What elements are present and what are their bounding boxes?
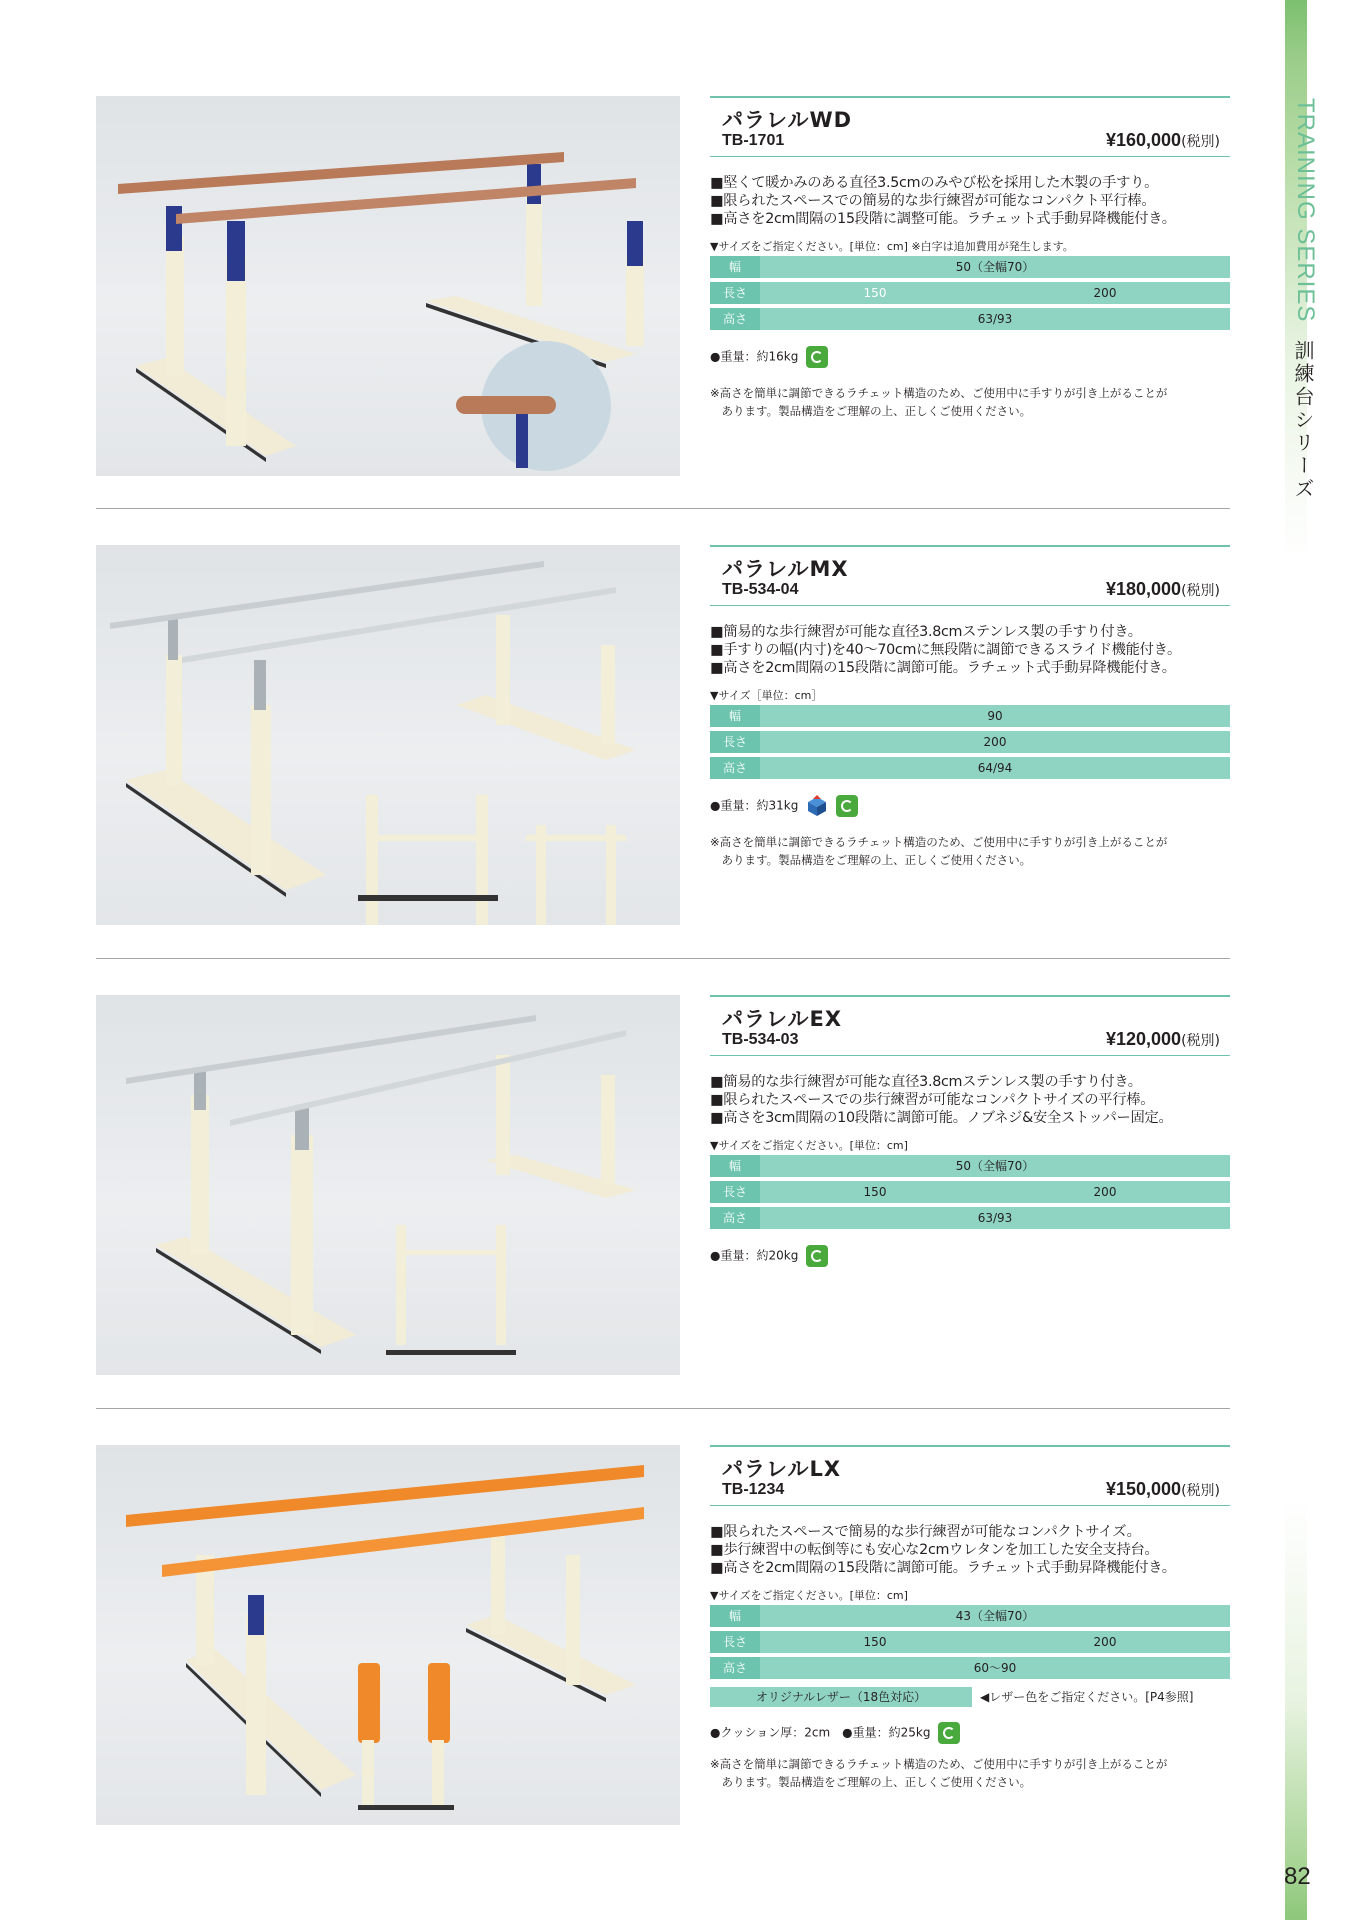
product-price: ¥150,000(税別) — [1105, 1479, 1220, 1499]
size-row-length: 長さ 150 200 — [710, 1181, 1230, 1203]
caution-line-1: ※高さを簡単に調節できるラチェット構造のため、ご使用中に手すりが引き上がることが — [710, 835, 1168, 849]
caution-line-2: あります。製品構造をご理解の上、正しくご使用ください。 — [710, 853, 1032, 867]
product-photo-lx — [96, 1445, 680, 1825]
quality-mark-icon — [806, 346, 828, 368]
feature-2: ■限られたスペースでの歩行練習が可能なコンパクトサイズの平行棒。 — [710, 1092, 1155, 1108]
size-note: ▼サイズ［単位：cm］ — [710, 689, 823, 702]
product-price: ¥160,000(税別) — [1105, 130, 1220, 150]
size-row-length: 長さ 200 — [710, 731, 1230, 753]
caution-line-2: あります。製品構造をご理解の上、正しくご使用ください。 — [710, 1775, 1032, 1789]
weight-line: ●重量：約16kg — [710, 346, 828, 368]
leather-note: ◀レザー色をご指定ください。[P4参照] — [980, 1690, 1194, 1704]
size-row-width: 幅 90 — [710, 705, 1230, 727]
series-title-jp: 訓練台シリーズ — [1291, 340, 1315, 501]
section-divider — [96, 958, 1230, 959]
caution-line-2: あります。製品構造をご理解の上、正しくご使用ください。 — [710, 404, 1032, 418]
title-rule — [710, 96, 1230, 98]
product-code: TB-1234 — [722, 1481, 785, 1498]
product-price: ¥180,000(税別) — [1105, 579, 1220, 599]
size-row-height: 高さ 60～90 — [710, 1657, 1230, 1679]
leather-option: オリジナルレザー（18色対応） — [710, 1687, 972, 1707]
caution-line-1: ※高さを簡単に調節できるラチェット構造のため、ご使用中に手すりが引き上がることが — [710, 386, 1168, 400]
feature-2: ■歩行練習中の転倒等にも安心な2cmウレタンを加工した安全支持台。 — [710, 1542, 1159, 1558]
section-divider — [96, 1408, 1230, 1409]
feature-3: ■高さを3cm間隔の10段階に調節可能。ノブネジ&安全ストッパー固定。 — [710, 1110, 1173, 1126]
feature-2: ■限られたスペースでの簡易的な歩行練習が可能なコンパクト平行棒。 — [710, 193, 1156, 209]
product-ex — [96, 995, 1230, 1375]
product-name: パラレルEX — [722, 1007, 843, 1031]
title-rule-bottom — [710, 156, 1230, 157]
section-divider — [96, 508, 1230, 509]
quality-mark-icon — [836, 795, 858, 817]
product-photo-ex — [96, 995, 680, 1375]
feature-1: ■簡易的な歩行練習が可能な直径3.8cmステンレス製の手すり付き。 — [710, 624, 1142, 640]
feature-1: ■限られたスペースで簡易的な歩行練習が可能なコンパクトサイズ。 — [710, 1524, 1141, 1540]
size-row-length: 長さ 150 200 — [710, 282, 1230, 304]
weight-line: ●クッション厚：2cm ●重量：約25kg — [710, 1722, 960, 1744]
parallel-bar-stainless-illustration — [96, 545, 680, 925]
weight-line: ●重量：約20kg — [710, 1245, 828, 1267]
series-title-en: TRAINING SERIES — [1292, 98, 1319, 323]
product-lx — [96, 1445, 1230, 1825]
feature-3: ■高さを2cm間隔の15段階に調整可能。ラチェット式手動昇降機能付き。 — [710, 211, 1176, 227]
quality-mark-icon — [806, 1245, 828, 1267]
size-row-height: 高さ 63/93 — [710, 1207, 1230, 1229]
product-photo-wd — [96, 96, 680, 476]
product-mx — [96, 545, 1230, 925]
size-row-height: 高さ 64/94 — [710, 757, 1230, 779]
parallel-bar-ex-illustration — [96, 995, 680, 1375]
size-note: ▼サイズをご指定ください。[単位：cm] — [710, 1139, 908, 1152]
shipping-cube-icon — [806, 795, 828, 817]
product-code: TB-1701 — [722, 132, 785, 149]
feature-1: ■簡易的な歩行練習が可能な直径3.8cmステンレス製の手すり付き。 — [710, 1074, 1142, 1090]
size-row-height: 高さ 63/93 — [710, 308, 1230, 330]
feature-2: ■手すりの幅(内寸)を40～70cmに無段階に調節できるスライド機能付き。 — [710, 642, 1182, 658]
product-name: パラレルMX — [722, 557, 849, 581]
feature-1: ■堅くて暖かみのある直径3.5cmのみやび松を採用した木製の手すり。 — [710, 175, 1159, 191]
product-price: ¥120,000(税別) — [1105, 1029, 1220, 1049]
size-note: ▼サイズをご指定ください。[単位：cm] — [710, 1589, 908, 1602]
quality-mark-icon — [938, 1722, 960, 1744]
parallel-bar-wood-illustration — [96, 96, 680, 476]
product-name: パラレルLX — [722, 1457, 842, 1481]
product-wd — [96, 96, 1230, 476]
size-row-length: 長さ 150 200 — [710, 1631, 1230, 1653]
weight-line: ●重量：約31kg — [710, 795, 858, 817]
product-code: TB-534-03 — [722, 1031, 799, 1048]
page-number: 82 — [1284, 1863, 1311, 1890]
size-row-width: 幅 50（全幅70） — [710, 1155, 1230, 1177]
parallel-bar-cushion-illustration — [96, 1445, 680, 1825]
product-photo-mx — [96, 545, 680, 925]
size-row-width: 幅 50（全幅70） — [710, 256, 1230, 278]
size-row-width: 幅 43（全幅70） — [710, 1605, 1230, 1627]
caution-line-1: ※高さを簡単に調節できるラチェット構造のため、ご使用中に手すりが引き上がることが — [710, 1757, 1168, 1771]
size-note: ▼サイズをご指定ください。[単位：cm] ※白字は追加費用が発生します。 — [710, 240, 1074, 253]
product-code: TB-534-04 — [722, 581, 799, 598]
feature-3: ■高さを2cm間隔の15段階に調節可能。ラチェット式手動昇降機能付き。 — [710, 1560, 1176, 1576]
product-name: パラレルWD — [722, 108, 853, 132]
feature-3: ■高さを2cm間隔の15段階に調節可能。ラチェット式手動昇降機能付き。 — [710, 660, 1176, 676]
